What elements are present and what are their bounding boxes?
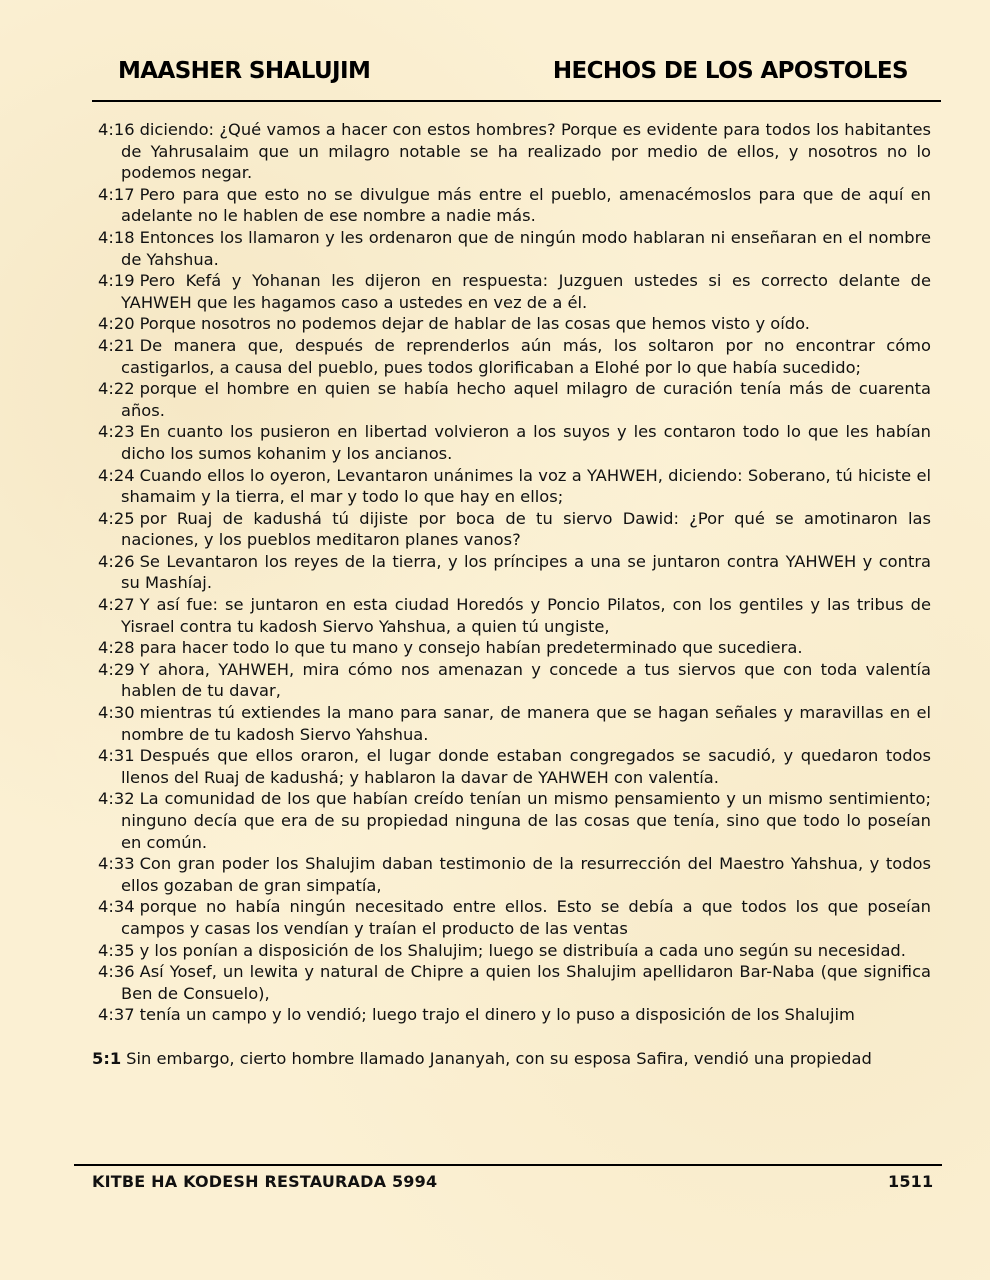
verse-ref: 4:22 <box>98 379 135 399</box>
verse-text: La comunidad de los que habían creído tenían un mismo pensamiento y un mismo sentimiento; ninguno decía que era de su propiedad ninguna de las cosas que tenía, sino que todo lo poseían en común. <box>121 789 931 852</box>
verse-ref: 4:35 <box>98 940 135 960</box>
verse-ref: 4:17 <box>98 184 135 204</box>
verse <box>98 184 931 227</box>
verse-ref: 4:25 <box>98 508 135 528</box>
verse <box>98 594 931 637</box>
verse <box>98 745 931 788</box>
verse <box>98 1004 931 1026</box>
verse-text: Con gran poder los Shalujim daban testimonio de la resurrección del Maestro Yahshua, y todos ellos gozaban de gran simpatía, <box>121 854 931 895</box>
page-header <box>118 58 908 92</box>
verse <box>98 335 931 378</box>
verse-text: Así Yosef, un lewita y natural de Chipre a quien los Shalujim apellidaron Bar-Naba (que significa Ben de Consuelo), <box>121 962 931 1003</box>
verse <box>98 465 931 508</box>
verse <box>98 853 931 896</box>
verse-ref: 4:33 <box>98 854 135 874</box>
verse <box>98 421 931 464</box>
verse-text: Y así fue: se juntaron en esta ciudad Horedós y Poncio Pilatos, con los gentiles y las tribus de Yisrael contra tu kadosh Siervo Yahshua, a quien tú ungiste, <box>121 595 931 636</box>
verse-ref-bold: 5:1 <box>92 1048 122 1068</box>
page-number: 1511 <box>888 1172 934 1191</box>
book-title-hebrew: MAASHER SHALUJIM <box>118 58 371 84</box>
verse-ref: 4:18 <box>98 227 135 247</box>
verse-text: Sin embargo, cierto hombre llamado Jananyah, con su esposa Safira, vendió una propiedad <box>126 1048 872 1068</box>
chapter-5-verse <box>92 1048 931 1070</box>
verse-text: Después que ellos oraron, el lugar donde estaban congregados se sacudió, y quedaron todos llenos del Ruaj de kadushá; y hablaron la davar de YAHWEH con valentía. <box>121 746 931 787</box>
verse-text: por Ruaj de kadushá tú dijiste por boca de tu siervo Dawid: ¿Por qué se amotinaron las naciones, y los pueblos meditaron planes vanos? <box>121 508 931 550</box>
verse-text: Cuando ellos lo oyeron, Levantaron unánimes la voz a YAHWEH, diciendo: Soberano, tú hiciste el shamaim y la tierra, el mar y todo lo que hay en ellos; <box>121 465 931 507</box>
verse-text: Pero para que esto no se divulgue más entre el pueblo, amenacémoslos para que de aquí en adelante no le hablen de ese nombre a nadie más. <box>121 184 931 226</box>
verse-ref: 4:30 <box>98 703 135 723</box>
footer-title: KITBE HA KODESH RESTAURADA 5994 <box>92 1172 438 1191</box>
verse-text: Entonces los llamaron y les ordenaron que de ningún modo hablaran ni enseñaran en el nombre de Yahshua. <box>121 227 931 269</box>
header-divider <box>92 100 941 102</box>
verse-ref: 4:37 <box>98 1005 135 1025</box>
verse <box>98 788 931 853</box>
verse-ref: 4:31 <box>98 746 135 766</box>
verse <box>98 551 931 594</box>
verse-ref: 4:27 <box>98 595 135 615</box>
verse-body <box>92 119 931 1070</box>
verse-text: tenía un campo y lo vendió; luego trajo el dinero y lo puso a disposición de los Shalujim <box>139 1005 855 1025</box>
verse-text: porque no había ningún necesitado entre ellos. Esto se debía a que todos los que poseían campos y casas los vendían y traían el producto de las ventas <box>121 897 931 938</box>
verse-text: mientras tú extiendes la mano para sanar, de manera que se hagan señales y maravillas en el nombre de tu kadosh Siervo Yahshua. <box>121 703 931 744</box>
verse-text: En cuanto los pusieron en libertad volvieron a los suyos y les contaron todo lo que les habían dicho los sumos kohanim y los ancianos. <box>121 422 931 463</box>
book-title-spanish: HECHOS DE LOS APOSTOLES <box>552 58 908 84</box>
verse-ref: 4:21 <box>98 335 135 355</box>
verse-text: porque el hombre en quien se había hecho aquel milagro de curación tenía más de cuarenta años. <box>121 379 931 420</box>
verse <box>98 702 931 745</box>
verse <box>98 119 931 184</box>
verse-text: y los ponían a disposición de los Shalujim; luego se distribuía a cada uno según su necesidad. <box>139 940 906 960</box>
verse-text: Se Levantaron los reyes de la tierra, y los príncipes a una se juntaron contra YAHWEH y contra su Mashíaj. <box>121 551 931 593</box>
verse <box>98 313 931 335</box>
verse-ref: 4:19 <box>98 271 135 291</box>
verse-ref: 4:28 <box>98 638 135 658</box>
verse-ref: 4:20 <box>98 314 135 334</box>
verse <box>98 659 931 702</box>
verse-ref: 4:36 <box>98 962 135 982</box>
verse-text: para hacer todo lo que tu mano y consejo habían predeterminado que sucediera. <box>139 638 803 658</box>
verse-ref: 4:34 <box>98 897 135 917</box>
footer-divider <box>74 1164 942 1166</box>
verse <box>98 940 931 962</box>
verse-text: Y ahora, YAHWEH, mira cómo nos amenazan y concede a tus siervos que con toda valentía hablen de tu davar, <box>121 659 931 701</box>
verse <box>98 896 931 939</box>
verse-ref: 4:26 <box>98 551 135 571</box>
verse <box>98 270 931 313</box>
verse-ref: 4:29 <box>98 659 135 679</box>
verse-text: Pero Kefá y Yohanan les dijeron en respuesta: Juzguen ustedes si es correcto delante de YAHWEH que les hagamos caso a ustedes en vez de a él. <box>121 271 931 312</box>
verse-ref: 4:32 <box>98 789 135 809</box>
verse <box>98 508 931 551</box>
verse-text: De manera que, después de reprenderlos aún más, los soltaron por no encontrar cómo castigarlos, a causa del pueblo, pues todos glorificaban a Elohé por lo que había sucedido; <box>121 335 931 377</box>
verse-text: diciendo: ¿Qué vamos a hacer con estos hombres? Porque es evidente para todos los habitantes de Yahrusalaim que un milagro notable se ha realizado por medio de ellos, y nosotros no lo podemos negar. <box>121 120 931 183</box>
verse-ref: 4:24 <box>98 465 135 485</box>
verse <box>98 637 931 659</box>
verse <box>98 961 931 1004</box>
verse-ref: 4:16 <box>98 120 135 139</box>
verse-ref: 4:23 <box>98 422 135 442</box>
verse <box>98 378 931 421</box>
verse <box>98 227 931 270</box>
verse-text: Porque nosotros no podemos dejar de hablar de las cosas que hemos visto y oído. <box>139 314 810 334</box>
